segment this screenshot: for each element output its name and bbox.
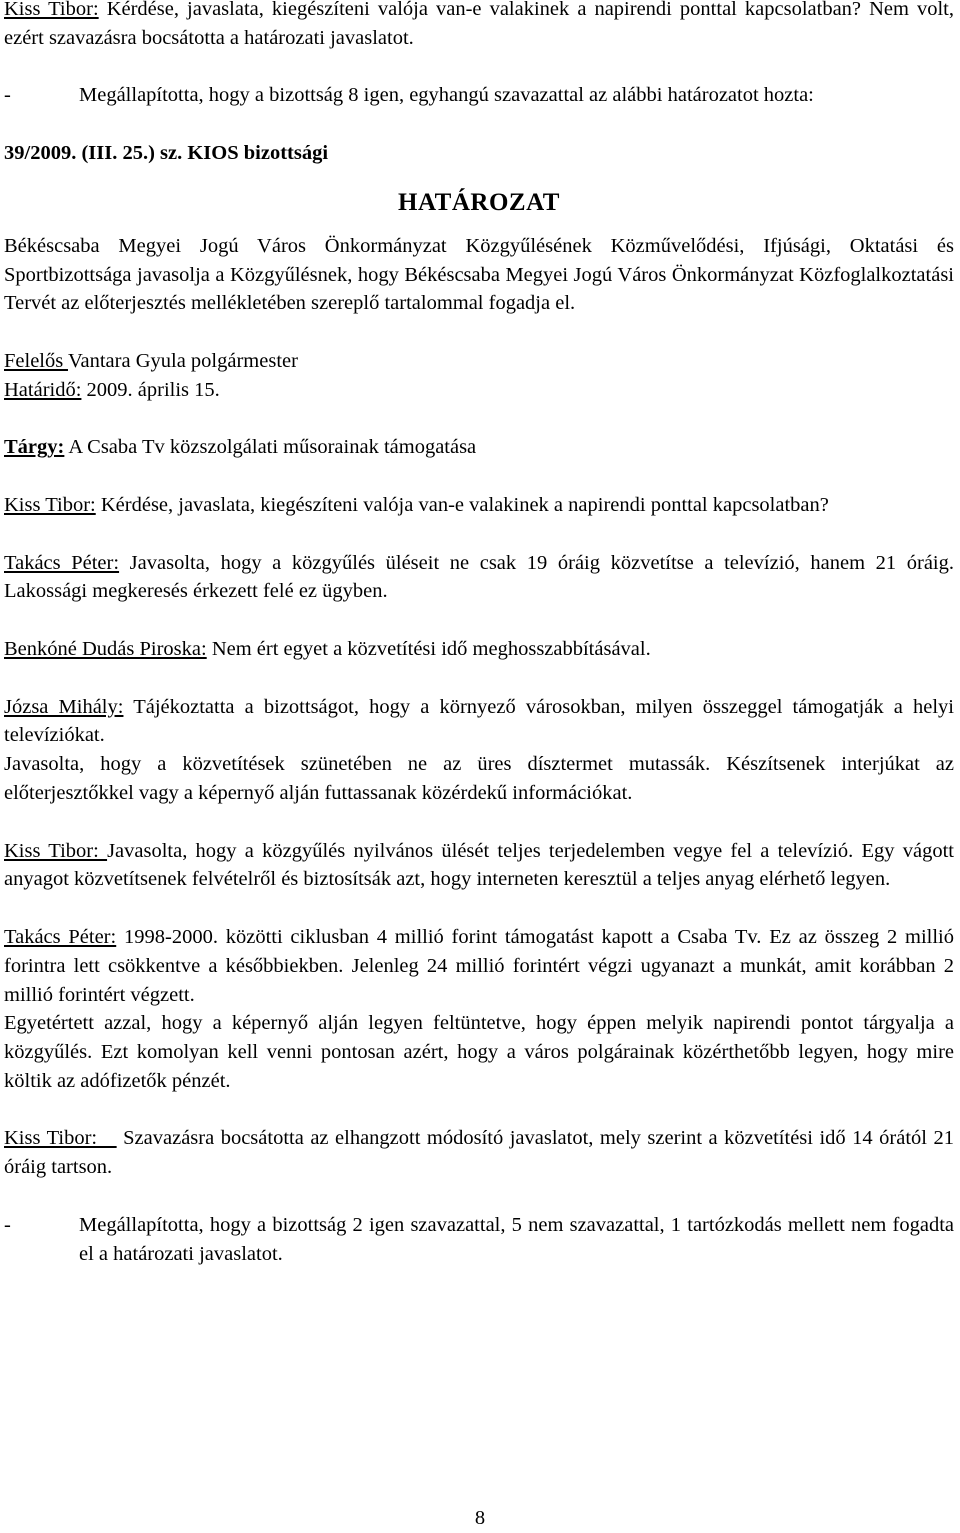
list-item-vote-result: [4, 81, 954, 110]
speaker-name: Kiss Tibor:: [4, 0, 99, 20]
paragraph-text: Kérdése, javaslata, kiegészíteni valója van-e valakinek a napirendi ponttal kapcsolatban?: [95, 493, 829, 516]
spacer: [4, 1096, 954, 1125]
deadline-value: 2009. április 15.: [81, 378, 220, 401]
speaker-name: Benkóné Dudás Piroska:: [4, 637, 207, 660]
paragraph-jozsa-mihaly-continued: Javasolta, hogy a közvetítések szünetében ne az üres dísztermet mutassák. Készítsenek interjúkat az előterjesztőkkel vagy a képernyő alján futtassanak közérdekű információkat.: [4, 753, 954, 804]
responsible-label: Felelős: [4, 349, 68, 372]
speaker-name: Kiss Tibor:: [4, 839, 108, 862]
paragraph-kiss-tibor-vote: [4, 1124, 954, 1182]
list-item-text: Megállapította, hogy a bizottság 2 igen szavazattal, 5 nem szavazattal, 1 tartózkodás mellett nem fogadta el a határozati javaslatot.: [79, 1213, 954, 1265]
speaker-name: Kiss Tibor:: [4, 1127, 117, 1150]
paragraph-text: Szavazásra bocsátotta az elhangzott módosító javaslatot, mely szerint a közvetítési idő 14 órától 21 óráig tartson.: [4, 1127, 955, 1179]
spacer: [4, 606, 954, 635]
speaker-name: Kiss Tibor:: [4, 493, 96, 516]
spacer: [4, 808, 954, 837]
list-dash: -: [4, 84, 11, 107]
responsible-value: Vantara Gyula polgármester: [67, 349, 298, 372]
topic-line: [4, 433, 954, 462]
spacer: [4, 1182, 954, 1211]
resolution-heading: HATÁROZAT: [398, 188, 560, 216]
topic-label: Tárgy:: [4, 436, 65, 459]
paragraph-text: Javasolta, hogy a közgyűlés üléseit ne csak 19 óráig közvetítse a televízió, hanem 21 óráig. Lakossági megkeresés érkezett felé ez ügyben.: [4, 551, 955, 603]
paragraph-text: Kérdése, javaslata, kiegészíteni valója van-e valakinek a napirendi ponttal kapcsolatban? Nem volt, ezért szavazásra bocsátotta a határozati javaslatot.: [4, 0, 954, 49]
resolution-number: 39/2009. (III. 25.) sz. KIOS bizottsági: [4, 141, 329, 164]
document-page: [4, 0, 954, 1268]
spacer: [4, 462, 954, 491]
spacer: [4, 110, 954, 139]
paragraph-kiss-tibor-question: [4, 0, 954, 53]
speaker-name: Józsa Mihály:: [4, 695, 124, 718]
spacer: [4, 894, 954, 923]
page-number: 8: [474, 1507, 486, 1529]
spacer: [4, 53, 954, 82]
spacer: [4, 405, 954, 434]
speaker-name: Takács Péter:: [4, 925, 117, 948]
paragraph-text: 1998-2000. közötti ciklusban 4 millió forint támogatást kapott a Csaba Tv. Ez az összeg 2 millió forintra lett csökkentve a későbbiekben. Jelenleg 24 millió forintért végzi ugyanazt a munkát, amit korábban 2 millió forintért végzett.: [4, 925, 954, 1006]
paragraph-text: Tájékoztatta a bizottságot, hogy a környező városokban, milyen összeggel támogatják a helyi televíziókat.: [4, 695, 954, 747]
paragraph-jozsa-mihaly: [4, 693, 954, 751]
paragraph-kiss-tibor-question-2: [4, 491, 954, 520]
responsible-line: [4, 347, 954, 376]
paragraph-text: Javasolta, hogy a közgyűlés nyilvános ülését teljes terjedelemben vegye fel a televízió. Egy vágott anyagot közvetítsenek felvételről és biztosítsák azt, hogy interneten keresztül a teljes anyag elérhető legyen.: [4, 839, 954, 891]
paragraph-takacs-peter: [4, 549, 954, 607]
deadline-line: [4, 376, 954, 405]
spacer: [4, 318, 954, 347]
paragraph-benkone: [4, 635, 954, 664]
deadline-label: Határidő:: [4, 378, 82, 401]
spacer: [4, 520, 954, 549]
speaker-name: Takács Péter:: [4, 551, 120, 574]
list-item-vote-result-2: [4, 1211, 954, 1269]
paragraph-kiss-tibor-proposal: [4, 837, 954, 895]
list-item-text: Megállapította, hogy a bizottság 8 igen, egyhangú szavazattal az alábbi határozatot hozta:: [79, 84, 814, 107]
topic-value: A Csaba Tv közszolgálati műsorainak támogatása: [64, 436, 477, 459]
spacer: [4, 664, 954, 693]
paragraph-takacs-peter-2-continued: Egyetértett azzal, hogy a képernyő alján legyen feltüntetve, hogy éppen melyik napirendi pontot tárgyalja a közgyűlés. Ezt komolyan kell venni pontosan azért, hogy a város polgárainak közérthetőbb legyen, hogy mire költik az adófizetők pénzét.: [4, 1012, 954, 1092]
paragraph-text: Nem ért egyet a közvetítési idő meghosszabbításával.: [206, 637, 651, 660]
paragraph-takacs-peter-2: [4, 923, 954, 1009]
list-dash: -: [4, 1213, 11, 1236]
resolution-body: Békéscsaba Megyei Jogú Város Önkormányzat Közgyűlésének Közművelődési, Ifjúsági, Oktatási és Sportbizottsága javasolja a Közgyűlésnek, hogy Békéscsaba Megyei Jogú Város Önkormányzat Közfoglalkoztatási Tervét az előterjesztés mellékletében szereplő tartalommal fogadja el.: [4, 234, 954, 315]
